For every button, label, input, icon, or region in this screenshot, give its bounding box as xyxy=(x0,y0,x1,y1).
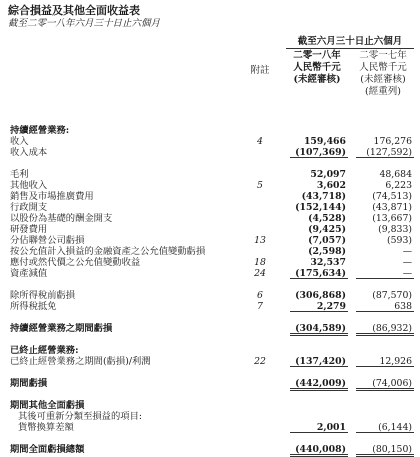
row-label: 所得稅抵免 xyxy=(10,301,57,312)
row-label: 持續經營業務之期間虧損 xyxy=(10,323,113,334)
row-label: 銷售及市場推廣費用 xyxy=(10,191,94,202)
statement-row xyxy=(0,345,420,356)
row-label: 其他收入 xyxy=(10,180,48,191)
total-rule-2017 xyxy=(356,388,414,391)
row-label: 收入 xyxy=(10,136,29,147)
total-rule-2017 xyxy=(356,366,414,367)
column-2018-year: 二零一八年 xyxy=(293,50,341,61)
statement-title: 綜合損益及其他全面收益表 xyxy=(8,4,140,17)
period-heading: 截至六月三十日止六個月 xyxy=(286,36,414,49)
row-spacer xyxy=(0,367,420,378)
row-value-2017: (593) xyxy=(387,235,412,246)
column-2018-audit: (未經審核) xyxy=(293,74,341,85)
row-value-2018: (304,589) xyxy=(295,323,346,334)
row-value-2017: 48,684 xyxy=(379,169,412,180)
row-value-2018: (9,425) xyxy=(308,224,346,235)
statement-row xyxy=(0,290,420,301)
row-value-2017: (74,006) xyxy=(372,378,412,389)
row-value-2017: — xyxy=(402,246,412,257)
statement-rows xyxy=(0,125,420,455)
row-label: 除所得稅前虧損 xyxy=(10,290,76,301)
total-rule-2017 xyxy=(356,333,414,336)
total-rule-2017 xyxy=(356,432,414,433)
total-rule-2017 xyxy=(356,157,414,158)
row-label: 毛利 xyxy=(10,169,29,180)
total-rule-2018 xyxy=(290,333,348,336)
row-label: 研發費用 xyxy=(10,224,48,235)
row-value-2018: 3,602 xyxy=(316,180,346,191)
statement-row xyxy=(0,235,420,246)
row-value-2017: (43,871) xyxy=(372,202,412,213)
row-note: 5 xyxy=(257,180,263,191)
row-value-2017: — xyxy=(402,268,412,279)
statement-row xyxy=(0,169,420,180)
row-spacer xyxy=(0,312,420,323)
column-2018-unit: 人民幣千元 xyxy=(293,62,341,73)
statement-row xyxy=(0,444,420,455)
note-heading: 附註 xyxy=(250,65,270,76)
statement-row xyxy=(0,180,420,191)
row-label: 其後可重新分類至損益的項目: xyxy=(18,411,142,422)
row-note: 22 xyxy=(254,356,266,367)
total-rule-2018 xyxy=(290,388,348,391)
statement-row xyxy=(0,202,420,213)
statement-row xyxy=(0,411,420,422)
statement-row xyxy=(0,213,420,224)
total-rule-2017 xyxy=(356,311,414,312)
statement-row xyxy=(0,125,420,136)
row-label: 持續經營業務: xyxy=(10,125,70,136)
row-value-2018: 32,537 xyxy=(310,257,346,268)
row-value-2017: (13,667) xyxy=(372,213,412,224)
total-rule-2018 xyxy=(290,278,348,279)
row-label: 期間虧損 xyxy=(10,378,48,389)
row-value-2017: (87,570) xyxy=(372,290,412,301)
row-value-2018: (440,008) xyxy=(295,444,346,455)
column-2018-heading xyxy=(284,50,350,86)
column-header xyxy=(0,36,420,118)
row-value-2017: (74,513) xyxy=(372,191,412,202)
statement-row xyxy=(0,378,420,389)
column-2017-year: 二零一七年 xyxy=(359,50,407,61)
row-value-2018: 2,279 xyxy=(316,301,346,312)
row-value-2018: (4,528) xyxy=(308,213,346,224)
row-value-2017: 638 xyxy=(394,301,412,312)
row-value-2018: (7,057) xyxy=(308,235,346,246)
statement-row xyxy=(0,422,420,433)
row-value-2017: (9,833) xyxy=(378,224,412,235)
statement-row xyxy=(0,301,420,312)
total-rule-2017 xyxy=(356,278,414,279)
statement-row xyxy=(0,224,420,235)
statement-row xyxy=(0,147,420,158)
row-value-2017: (80,150) xyxy=(372,444,412,455)
column-2017-audit: (未經審核) xyxy=(360,74,406,85)
statement-row xyxy=(0,257,420,268)
row-value-2017: 176,276 xyxy=(373,136,412,147)
row-value-2018: (442,009) xyxy=(295,378,346,389)
column-2017-heading xyxy=(350,50,416,98)
row-spacer xyxy=(0,158,420,169)
row-value-2017: (86,932) xyxy=(372,323,412,334)
row-label: 按公允值計入損益的金融資產之公允值變動虧損 xyxy=(10,246,206,257)
statement-row xyxy=(0,136,420,147)
row-note: 24 xyxy=(254,268,266,279)
column-2017-unit: 人民幣千元 xyxy=(359,62,407,73)
row-value-2017: 6,223 xyxy=(385,180,412,191)
row-label: 已終止經營業務: xyxy=(10,345,79,356)
row-label: 以股份為基礎的酬金開支 xyxy=(10,213,113,224)
statement-row xyxy=(0,400,420,411)
row-value-2018: (175,634) xyxy=(295,268,346,279)
row-label: 行政開支 xyxy=(10,202,48,213)
row-value-2018: (137,420) xyxy=(295,356,346,367)
row-value-2018: (43,718) xyxy=(301,191,346,202)
total-rule-2018 xyxy=(290,311,348,312)
total-rule-2018 xyxy=(290,432,348,433)
row-label: 分佔聯營公司虧損 xyxy=(10,235,85,246)
row-value-2017: 12,926 xyxy=(379,356,412,367)
row-note: 18 xyxy=(254,257,266,268)
row-note: 13 xyxy=(254,235,266,246)
total-rule-2018 xyxy=(290,157,348,158)
row-value-2018: (306,868) xyxy=(295,290,346,301)
row-spacer xyxy=(0,433,420,444)
row-value-2017: — xyxy=(402,257,412,268)
row-note: 6 xyxy=(257,290,263,301)
row-label: 期間全面虧損總額 xyxy=(10,444,85,455)
row-spacer xyxy=(0,279,420,290)
statement-row xyxy=(0,356,420,367)
row-value-2018: 159,466 xyxy=(303,136,346,147)
statement-row xyxy=(0,191,420,202)
statement-subtitle: 截至二零一八年六月三十日止六個月 xyxy=(8,18,161,29)
row-note: 7 xyxy=(257,301,263,312)
row-value-2018: (152,144) xyxy=(295,202,346,213)
row-value-2018: 2,001 xyxy=(316,422,346,433)
row-value-2018: (2,598) xyxy=(308,246,346,257)
row-label: 期間其他全面虧損 xyxy=(10,400,85,411)
row-value-2018: (107,369) xyxy=(295,147,346,158)
column-2017-restated: (經重列) xyxy=(365,86,401,97)
row-note: 4 xyxy=(257,136,263,147)
row-value-2017: (6,144) xyxy=(378,422,412,433)
row-label: 已終止經營業務之期間(虧損)/利潤 xyxy=(10,356,151,367)
statement-row xyxy=(0,246,420,257)
row-value-2018: 52,097 xyxy=(310,169,346,180)
statement-row xyxy=(0,268,420,279)
row-value-2017: (127,592) xyxy=(366,147,412,158)
total-rule-2018 xyxy=(290,366,348,367)
row-label: 資產減值 xyxy=(10,268,48,279)
row-label: 貨幣換算差額 xyxy=(18,422,74,433)
row-label: 收入成本 xyxy=(10,147,48,158)
row-label: 應付或然代價之公允值變動收益 xyxy=(10,257,141,268)
statement-row xyxy=(0,323,420,334)
